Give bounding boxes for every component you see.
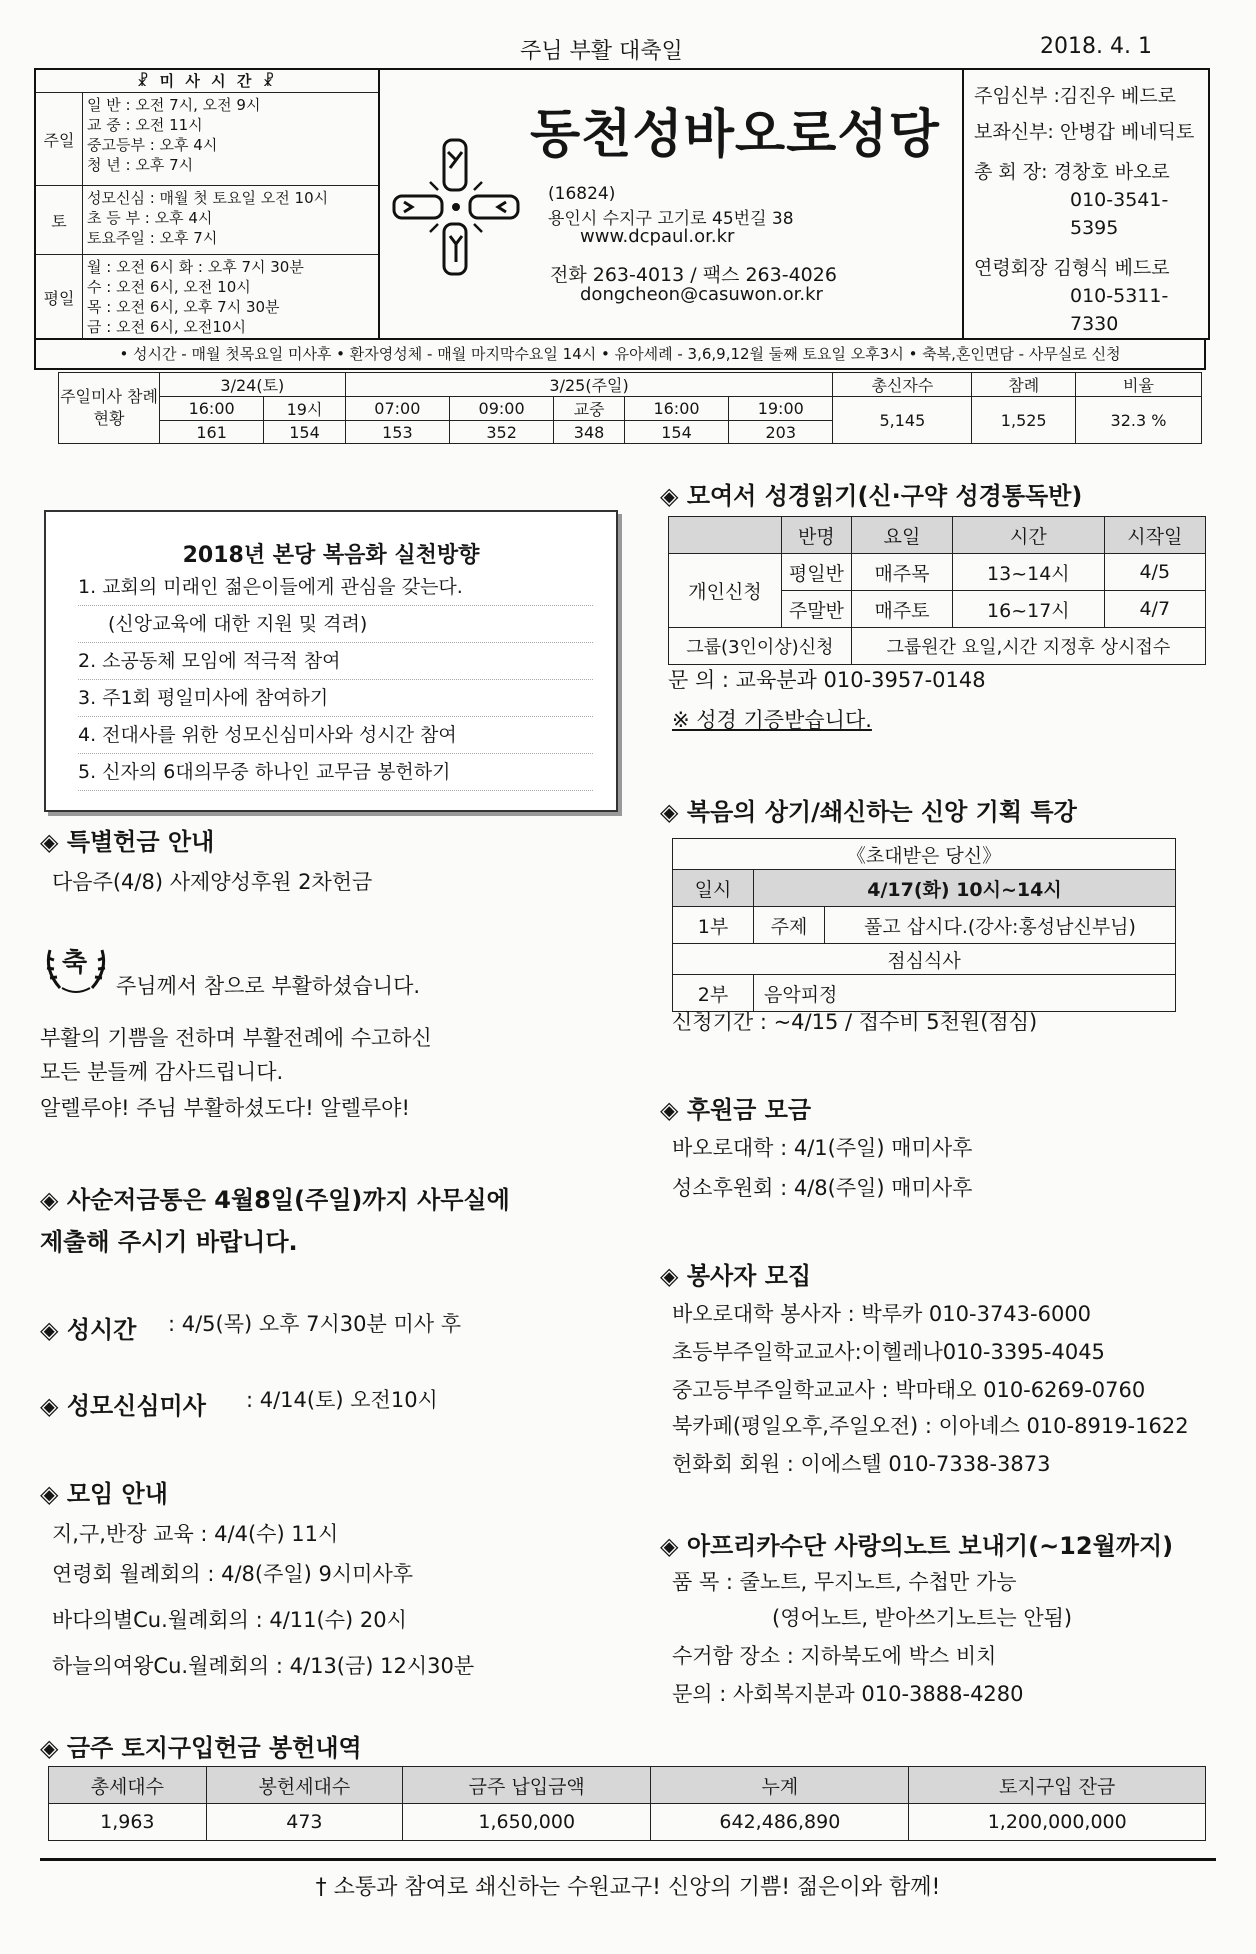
africa-item: 문의 : 사회복지분과 010-3888-4280 — [672, 1682, 1024, 1706]
schedule-row: 초 등 부 : 오후 4시 — [87, 209, 213, 227]
land-header: 누계 — [651, 1767, 909, 1804]
lecture-part-label: 주제 — [754, 907, 825, 944]
occasion: 주님 부활 대축일 — [520, 39, 683, 64]
bible-cell: 주말반 — [782, 591, 852, 628]
bible-group-text: 그룹원간 요일,시간 지정후 상시접수 — [851, 628, 1205, 665]
lecture-title: ◈ 복음의 상기/쇄신하는 신앙 기획 특강 — [660, 798, 1077, 826]
evangelization-box — [44, 510, 618, 812]
easter-line-4: 알렐루야! 주님 부활하셨도다! 알렐루야! — [40, 1096, 410, 1120]
staff-row: 연령회장 김형식 베드로 — [974, 257, 1170, 279]
schedule-row: 교 중 : 오전 11시 — [87, 116, 203, 134]
mass-time: 16:00 — [624, 397, 728, 421]
schedule-row: 수 : 오전 6시, 오전 10시 — [87, 278, 251, 296]
bible-title: ◈ 모여서 성경읽기(신·구약 성경통독반) — [660, 482, 1083, 510]
africa-item: 수거함 장소 : 지하북도에 박스 비치 — [672, 1644, 997, 1668]
easter-line-2: 부활의 기쁨을 전하며 부활전례에 수고하신 — [40, 1026, 432, 1050]
postal-code: (16824) — [548, 184, 616, 204]
staff-row: 보좌신부: 안병갑 베네딕토 — [974, 121, 1195, 143]
volunteer-item: 초등부주일학교교사:이헬레나010-3395-4045 — [672, 1340, 1105, 1364]
meeting-item: 바다의별Cu.월례회의 : 4/11(수) 20시 — [52, 1608, 407, 1632]
land-value: 1,963 — [49, 1804, 207, 1841]
attendance-ratio: 32.3 % — [1076, 397, 1202, 444]
schedule-row: 월 : 오전 6시 화 : 오후 7시 30분 — [87, 258, 304, 276]
phone-fax: 전화 263-4013 / 팩스 263-4026 — [550, 264, 837, 286]
address: 용인시 수지구 고기로 45번길 38 — [548, 209, 794, 229]
mass-time: 19시 — [264, 397, 345, 421]
attendance-sun-header: 3/25(주일) — [345, 373, 833, 397]
land-value: 473 — [206, 1804, 403, 1841]
mass-count: 352 — [449, 421, 553, 444]
header-box — [34, 68, 1210, 340]
land-header: 금주 납입금액 — [403, 1767, 651, 1804]
evangelization-title: 2018년 본당 복음화 실천방향 — [182, 543, 480, 568]
land-header: 봉헌세대수 — [206, 1767, 403, 1804]
africa-title: ◈ 아프리카수단 사랑의노트 보내기(~12월까지) — [660, 1532, 1174, 1560]
schedule-row: 청 년 : 오후 7시 — [87, 156, 194, 174]
special-offering-text: 다음주(4/8) 사제양성후원 2차헌금 — [52, 870, 373, 894]
lecture-part-value: 풀고 삽시다.(강사:홍성남신부님) — [825, 907, 1176, 944]
schedule-saturday — [36, 186, 378, 255]
savings-box-line-2: 제출해 주시기 바랍니다. — [40, 1228, 298, 1256]
donation-title: ◈ 후원금 모금 — [660, 1096, 812, 1124]
lecture-apply: 신청기간 : ~4/15 / 접수비 5천원(점심) — [672, 1010, 1038, 1034]
parish-name: 동천성바오로성당 — [530, 104, 940, 165]
evangelization-item: 3. 주1회 평일미사에 참여하기 — [78, 680, 593, 717]
lecture-lunch: 점심식사 — [673, 944, 1176, 975]
schedule-row: 목 : 오전 6시, 오후 7시 30분 — [87, 298, 280, 316]
mass-time: 07:00 — [345, 397, 449, 421]
staff-phone: 010-3541-5395 — [1070, 189, 1169, 239]
schedule-weekday — [36, 255, 378, 339]
bible-header: 시작일 — [1104, 517, 1205, 554]
bible-cell: 13~14시 — [953, 554, 1104, 591]
africa-item: 품 목 : 줄노트, 무지노트, 수첩만 가능 — [672, 1570, 1017, 1594]
schedule-row: 성모신심 : 매월 첫 토요일 오전 10시 — [87, 189, 329, 207]
bible-header: 반명 — [782, 517, 852, 554]
staff-list — [962, 70, 1208, 338]
schedule-row: 금 : 오전 6시, 오전10시 — [87, 318, 246, 336]
attendance-ratio-header: 비율 — [1076, 373, 1202, 397]
mass-count: 203 — [729, 421, 833, 444]
lecture-part-value: 음악피정 — [754, 975, 1176, 1012]
mass-count: 153 — [345, 421, 449, 444]
footer-rule — [40, 1858, 1216, 1861]
mass-count: 161 — [160, 421, 264, 444]
bible-header-blank — [669, 517, 782, 554]
lecture-date-value: 4/17(화) 10시~14시 — [754, 870, 1176, 907]
volunteer-item: 바오로대학 봉사자 : 박루카 010-3743-6000 — [672, 1302, 1092, 1326]
savings-box-line-1: ◈ 사순저금통은 4월8일(주일)까지 사무실에 — [40, 1186, 510, 1214]
lecture-part: 2부 — [673, 975, 754, 1012]
mass-schedule-title: ☧ 미 사 시 간 ☧ — [36, 70, 378, 93]
africa-item: (영어노트, 받아쓰기노트는 안됨) — [772, 1606, 1073, 1630]
land-header: 토지구입 잔금 — [909, 1767, 1206, 1804]
mass-time: 16:00 — [160, 397, 264, 421]
volunteers-title: ◈ 봉사자 모집 — [660, 1262, 812, 1290]
bulletin-date: 2018. 4. 1 — [1040, 34, 1152, 59]
attendance-attend: 1,525 — [972, 397, 1076, 444]
attendance-table — [58, 372, 1202, 444]
bible-note: ※ 성경 기증받습니다. — [672, 708, 872, 732]
bible-header: 시간 — [953, 517, 1104, 554]
lecture-subtitle: 《초대받은 당신》 — [673, 839, 1176, 870]
volunteer-item: 북카페(평일오후,주일오전) : 이아녜스 010-8919-1622 — [672, 1414, 1189, 1438]
staff-row: 주임신부 :김진우 베드로 — [974, 85, 1177, 107]
schedule-row: 중고등부 : 오후 4시 — [87, 136, 218, 154]
volunteer-item: 헌화회 회원 : 이에스텔 010-7338-3873 — [672, 1452, 1051, 1476]
evangelization-item: 1. 교회의 미래인 젊은이들에게 관심을 갖는다. — [78, 569, 593, 606]
mass-time: 09:00 — [449, 397, 553, 421]
schedule-row: 토요주일 : 오후 7시 — [87, 229, 218, 247]
attendance-row-label: 주일미사 참례현황 — [59, 373, 160, 444]
bible-cell: 4/7 — [1104, 591, 1205, 628]
schedule-label: 토 — [36, 186, 83, 254]
marian-mass-title: ◈ 성모신심미사 — [40, 1392, 206, 1420]
bible-cell: 16~17시 — [953, 591, 1104, 628]
attendance-total: 5,145 — [833, 397, 972, 444]
website-link[interactable]: www.dcpaul.or.kr — [580, 226, 735, 247]
mass-count: 154 — [264, 421, 345, 444]
bible-contact: 문 의 : 교육분과 010-3957-0148 — [668, 668, 986, 692]
lecture-date-label: 일시 — [673, 870, 754, 907]
celebration-badge-text: 축 — [62, 948, 88, 978]
meetings-title: ◈ 모임 안내 — [40, 1480, 168, 1508]
staff-row: 총 회 장: 경창호 바오로 — [974, 161, 1170, 183]
marian-mass-text: : 4/14(토) 오전10시 — [246, 1388, 438, 1412]
parish-cross-logo — [386, 132, 526, 282]
land-title: ◈ 금주 토지구입헌금 봉헌내역 — [40, 1734, 362, 1762]
mass-schedule — [36, 70, 380, 338]
evangelization-item: (신앙교육에 대한 지원 및 격려) — [78, 606, 593, 643]
meeting-item: 연령회 월례회의 : 4/8(주일) 9시미사후 — [52, 1562, 414, 1586]
mass-count: 348 — [554, 421, 625, 444]
meeting-item: 하늘의여왕Cu.월례회의 : 4/13(금) 12시30분 — [52, 1654, 475, 1678]
bible-header: 요일 — [851, 517, 952, 554]
schedule-label: 평일 — [36, 255, 83, 339]
bible-cell: 매주토 — [851, 591, 952, 628]
evangelization-item: 2. 소공동체 모임에 적극적 참여 — [78, 643, 593, 680]
bible-group-label: 그룹(3인이상)신청 — [669, 628, 852, 665]
celebration-badge — [40, 940, 112, 996]
mass-time: 19:00 — [729, 397, 833, 421]
easter-line-3: 모든 분들께 감사드립니다. — [40, 1060, 284, 1084]
schedule-sunday — [36, 93, 378, 186]
schedule-row: 일 반 : 오전 7시, 오전 9시 — [87, 96, 261, 114]
evangelization-item: 4. 전대사를 위한 성모신심미사와 성시간 참여 — [78, 717, 593, 754]
evangelization-item: 5. 신자의 6대의무중 하나인 교무금 봉헌하기 — [78, 754, 593, 791]
bible-personal-label: 개인신청 — [669, 554, 782, 628]
bible-cell: 평일반 — [782, 554, 852, 591]
holy-hour-title: ◈ 성시간 — [40, 1316, 137, 1344]
lecture-part: 1부 — [673, 907, 754, 944]
donation-item: 바오로대학 : 4/1(주일) 매미사후 — [672, 1136, 973, 1160]
land-value: 642,486,890 — [651, 1804, 909, 1841]
donation-item: 성소후원회 : 4/8(주일) 매미사후 — [672, 1176, 973, 1200]
notice-line: • 성시간 - 매월 첫목요일 미사후 • 환자영성체 - 매월 마지막수요일 14시 • 유아세례 - 3,6,9,12월 둘째 토요일 오후3시 • 축복,혼인면담 - 사무실로 신청 — [34, 338, 1206, 370]
attendance-sat-header: 3/24(토) — [160, 373, 346, 397]
attendance-total-header: 총신자수 — [833, 373, 972, 397]
lecture-table — [672, 838, 1176, 1012]
holy-hour-text: : 4/5(목) 오후 7시30분 미사 후 — [168, 1312, 462, 1336]
email-link[interactable]: dongcheon@casuwon.or.kr — [580, 284, 823, 305]
staff-phone: 010-5311-7330 — [1070, 285, 1169, 335]
parish-info — [380, 70, 960, 338]
special-offering-title: ◈ 특별헌금 안내 — [40, 828, 215, 856]
schedule-label: 주일 — [36, 93, 83, 185]
land-header: 총세대수 — [49, 1767, 207, 1804]
land-value: 1,650,000 — [403, 1804, 651, 1841]
bible-table — [668, 516, 1206, 665]
meeting-item: 지,구,반장 교육 : 4/4(수) 11시 — [52, 1522, 339, 1546]
bible-cell: 매주목 — [851, 554, 952, 591]
footer-slogan: † 소통과 참여로 쇄신하는 수원교구! 신앙의 기쁨! 젊은이와 함께! — [315, 1875, 941, 1900]
easter-line-1: 주님께서 참으로 부활하셨습니다. — [116, 974, 421, 998]
attendance-attend-header: 참례 — [972, 373, 1076, 397]
mass-count: 154 — [624, 421, 728, 444]
land-table — [48, 1766, 1206, 1841]
bible-cell: 4/5 — [1104, 554, 1205, 591]
volunteer-item: 중고등부주일학교교사 : 박마태오 010-6269-0760 — [672, 1378, 1146, 1402]
mass-time: 교중 — [554, 397, 625, 421]
land-value: 1,200,000,000 — [909, 1804, 1206, 1841]
